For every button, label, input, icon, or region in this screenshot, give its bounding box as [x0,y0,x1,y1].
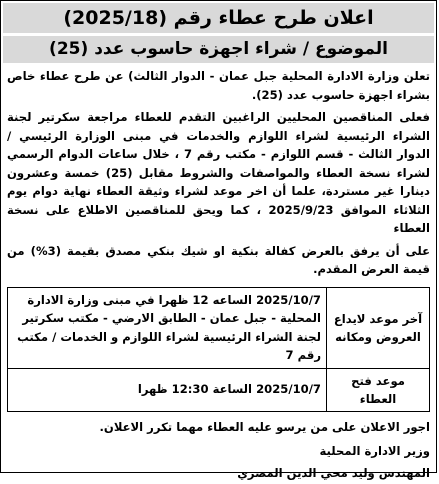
signature-block [1,440,430,484]
opening-label: موعد فتح العطاء [327,368,430,411]
advertising-fees-note: اجور الاعلان على من يرسو عليه العطاء مهما تكرر الاعلان. [99,419,430,434]
table-row [8,368,430,411]
deadline-label: آخر موعد لايداع العروض ومكانه [327,287,430,368]
table-row [8,287,430,368]
opening-value: 2025/10/7 الساعة 12:30 ظهرا [8,368,327,411]
paragraph-intro: تعلن وزارة الادارة المحلية جبل عمان - الدوار الثالث) عن طرح عطاء خاص بشراء اجهزة حاسوب عدد (25). [7,69,430,102]
paragraph-guarantee: على أن يرفق بالعرض كفالة بنكية او شيك بنكي مصدق بقيمة (3%) من قيمة العرض المقدم. [7,243,430,276]
schedule-table [7,287,430,412]
signature-role: وزير الادارة المحلية [319,443,430,458]
announcement-title: اعلان طرح عطاء رقم (2025/18) [3,3,434,33]
paragraph-instructions: فعلى المناقصين المحليين الراغبين التقدم للعطاء مراجعة سكرتير لجنة الشراء الرئيسية لشراء اللوازم والخدمات في مبنى الوزارة الرئيسي / الدوار الثالث - قسم اللوازم - مكتب رقم 7 ، خلال ساعات الدوام الرسمي لشراء نسخة العطاء والمواصفات والشروط مقابل (25) خمسة وعشرون دينارا غير مستردة، علما أن اخر موعد لشراء وثيقة العطاء نهاية دوام يوم الثلاثاء الموافق 2025/9/23 ، كما ويحق للمناقصين الاطلاع على نسخة العطاء [7,110,430,235]
announcement-subject: الموضوع / شراء اجهزة حاسوب عدد (25) [3,36,434,63]
signature-name: المهندس وليد محي الدين المصري [237,465,430,480]
deadline-value: 2025/10/7 الساعه 12 ظهرا في مبنى وزارة الادارة المحلية - جبل عمان - الطابق الارضي - مكتب سكرتير لجنة الشراء الرئيسية لشراء اللوازم و الخدمات / مكتب رقم 7 [8,287,327,368]
